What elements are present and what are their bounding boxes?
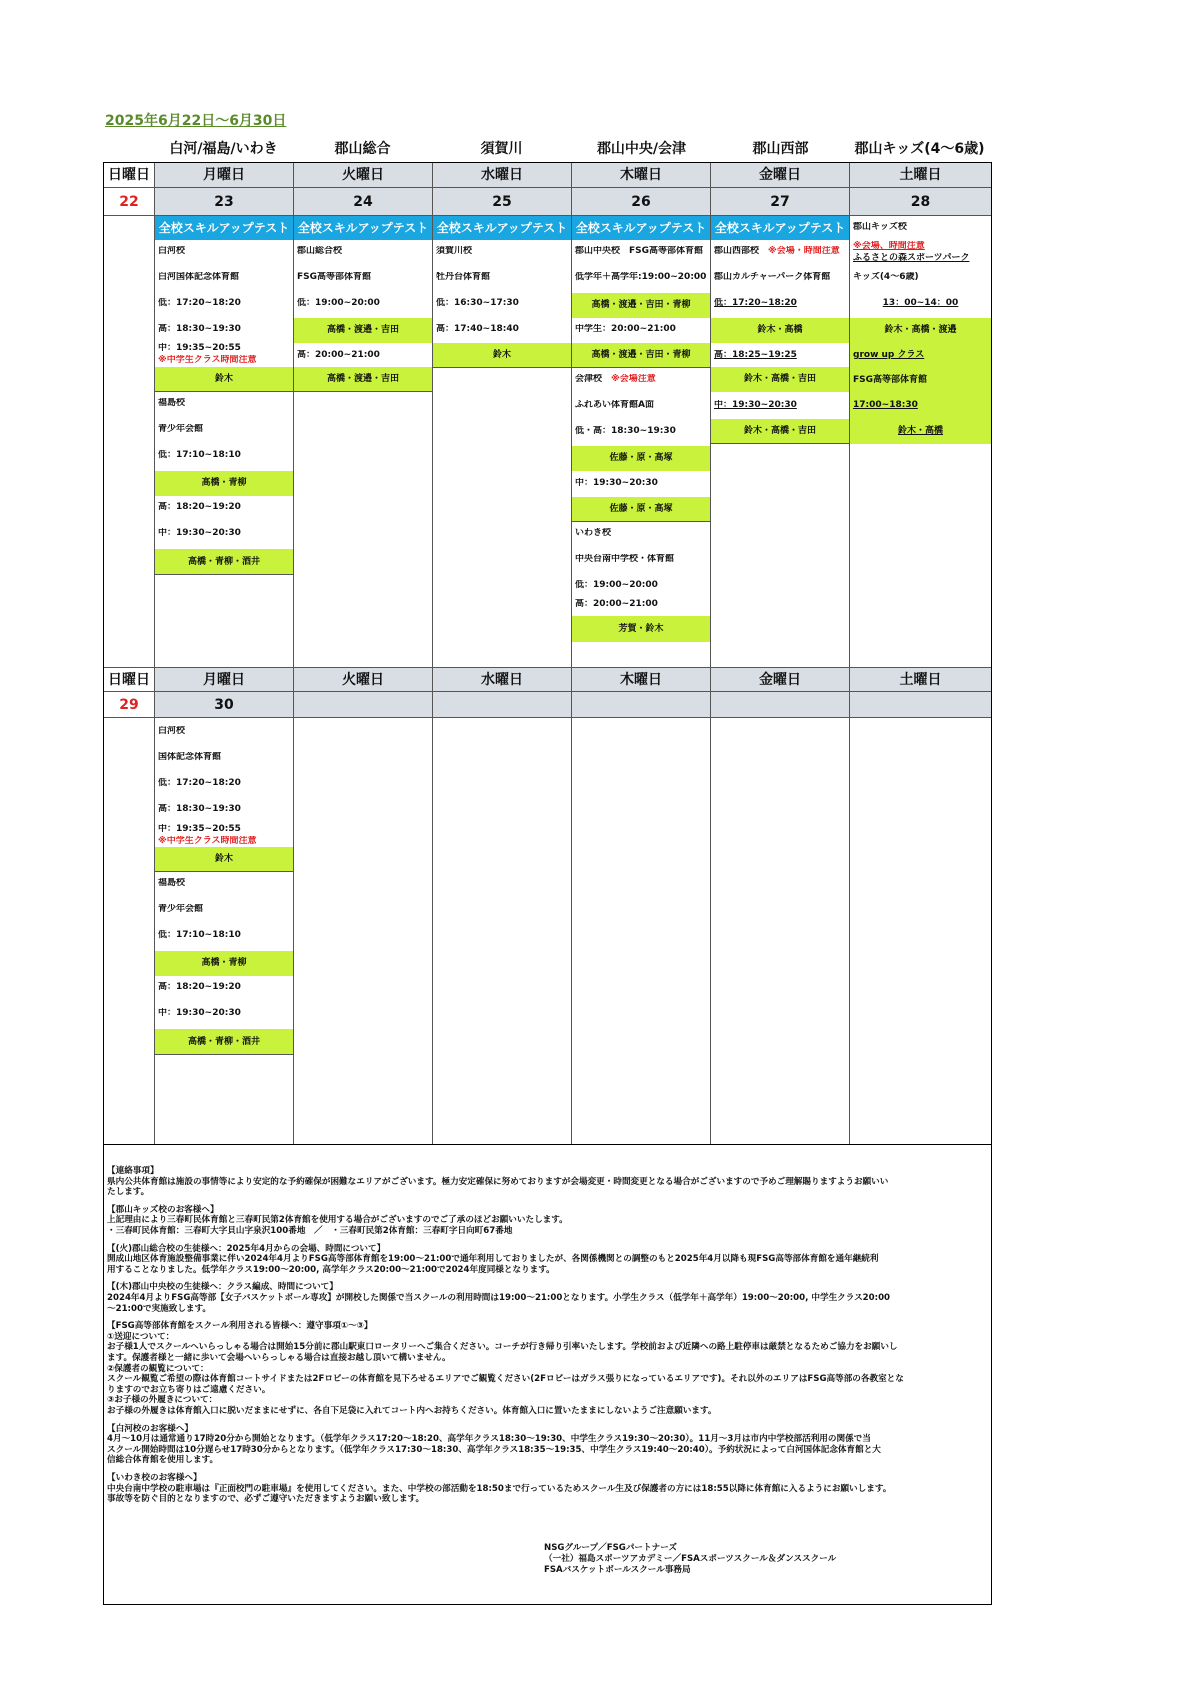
school-name: 須賀川校 [436, 246, 473, 256]
signature-line: （一社）福島スポーツアカデミー／FSAスポーツスクール＆ダンススクール [544, 1554, 837, 1564]
school-name: 福島校 [158, 398, 186, 408]
class-time: 低：17:20~18:20 [158, 778, 241, 788]
venue-name: 青少年会館 [158, 424, 204, 434]
notice-line: 【白河校のお客様へ】 [107, 1423, 193, 1434]
notice-line: 2024年4月よりFSG高等部【女子バスケットボール専攻】が開校した関係で当スクールの利用時間は19:00～21:00となります。小学生クラス（低学年＋高学年）19:00～20:00, 中学生クラス20:00 [107, 1293, 891, 1303]
class-time: 中：19:30~20:30 [158, 528, 241, 538]
skillup-banner: 全校スキルアップテスト [294, 216, 432, 240]
class-time: 低：16:30~17:30 [436, 298, 519, 308]
coach-names: 芳賀・鈴木 [572, 616, 710, 642]
class-time: 13：00~14：00 [882, 298, 959, 308]
date-cell: 24 [294, 188, 433, 216]
coach-names: 高橋・渡邉・吉田 [294, 367, 432, 392]
school-name [572, 374, 710, 385]
class-time: 高：18:30~19:30 [158, 804, 241, 814]
notice-line: 4月～10月は通常通り17時20分から開始となります。（低学年クラス17:20～18:20、高学年クラス18:30～19:30、中学生クラス19:30～20:30）。11月～3月は市内中学校部活利用の関係で当 [107, 1434, 871, 1445]
coach-names: 高橋・渡邉・吉田・青柳 [572, 343, 710, 368]
notice-line: 【郡山キッズ校のお客様へ】 [107, 1204, 219, 1215]
time-notice: ※中学生クラス時間注意 [158, 355, 257, 365]
venue-name: 中央台南中学校・体育館 [575, 554, 675, 564]
weekday-header: 金曜日 [711, 163, 850, 188]
date-cell: 29 [104, 692, 155, 718]
date-cell: 25 [433, 188, 572, 216]
venue-notice: ※会場・時間注意 [768, 246, 840, 256]
class-time: 低：19:00~20:00 [575, 580, 658, 590]
date-cell [294, 692, 433, 718]
class-name: キッズ(4～6歳) [853, 272, 919, 282]
notice-line: 上記理由により三春町民体育館と三春町民第2体育館を使用する場合がございますのでご了承のほどお願いいたします。 [107, 1215, 568, 1226]
notice-line: ・三春町民体育館：三春町大字貝山字泉沢100番地 ／ ・三春町民第2体育館：三春町字日向町67番地 [107, 1226, 513, 1236]
notice-line: ①送迎について： [107, 1331, 175, 1342]
location-label: 白河/福島/いわき [169, 141, 278, 157]
venue-name: 郡山カルチャーパーク体育館 [714, 272, 831, 282]
date-cell: 28 [850, 188, 991, 216]
tuesday-week2 [294, 718, 433, 1144]
coach-names: 高橋・青柳 [155, 951, 293, 976]
signature-line: NSGグループ／FSGパートナーズ [544, 1543, 677, 1553]
date-cell [433, 692, 572, 718]
venue-notice: ※会場注意 [611, 374, 656, 384]
notice-line: 【(木)郡山中央校の生徒様へ：クラス編成、時間について】 [107, 1282, 338, 1293]
location-label: 須賀川 [480, 141, 523, 157]
class-time: 低：17:10~18:10 [158, 930, 241, 940]
class-time: 高：20:00~21:00 [575, 599, 658, 609]
class-time: 低：17:10~18:10 [158, 450, 241, 460]
thursday-week2 [572, 718, 711, 1144]
coach-names: 高橋・青柳・酒井 [155, 1029, 293, 1055]
class-time: 高：20:00~21:00 [297, 350, 380, 360]
venue-name: ふれあい体育館A面 [575, 400, 654, 410]
coach-names: 高橋・渡邉・吉田 [294, 318, 432, 343]
class-time: 17:00~18:30 [850, 393, 991, 418]
weekday-header: 木曜日 [572, 163, 711, 188]
notice-line: 中央台南中学校の駐車場は『正面校門の駐車場』を使用してください。また、中学校の部活動を18:50まで行っているためスクール生及び保護者の方には18:55以降に体育館に入るようにお願いします。 [107, 1483, 892, 1494]
date-cell [711, 692, 850, 718]
weekday-header: 日曜日 [104, 668, 155, 692]
class-time: 高：18:30~19:30 [158, 324, 241, 334]
school-name: 白河校 [158, 726, 186, 736]
notice-line: 【FSG高等部体育館をスクール利用される皆様へ：遵守事項①～③】 [107, 1321, 373, 1332]
school-name: 白河校 [158, 246, 186, 256]
notice-line: 【連絡事項】 [107, 1166, 159, 1176]
sunday-cell [104, 216, 155, 668]
coach-names: 高橋・青柳・酒井 [155, 549, 293, 575]
coach-names: 鈴木・高橋・吉田 [711, 419, 849, 444]
location-label: 郡山中央/会津 [596, 141, 687, 157]
schedule-grid [103, 162, 992, 1145]
class-time: 中：19:30~20:30 [714, 400, 797, 410]
coach-names: 鈴木・高橋・吉田 [711, 367, 849, 392]
thursday-week1 [572, 216, 711, 668]
school-name: 郡山キッズ校 [853, 222, 907, 232]
weekday-header: 火曜日 [294, 163, 433, 188]
weekday-header: 月曜日 [155, 668, 294, 692]
time-notice: ※中学生クラス時間注意 [158, 836, 257, 846]
coach-names: 佐藤・原・高塚 [572, 446, 710, 471]
notice-line: 開成山地区体育施設整備事業に伴い2024年4月よりFSG高等部体育館を19:00～21:00で通年利用しておりましたが、各関係機関との調整のもと2025年4月以降も現FSG高等部体育館を通年継続利 [107, 1254, 879, 1265]
date-cell: 26 [572, 188, 711, 216]
weekday-header: 日曜日 [104, 163, 155, 188]
school-label: 会津校 [575, 374, 603, 384]
class-time: 低・高：18:30~19:30 [575, 426, 676, 436]
school-name: いわき校 [575, 528, 612, 538]
skillup-banner: 全校スキルアップテスト [155, 216, 293, 240]
notice-line: 信総合体育館を使用します。 [107, 1455, 219, 1466]
weekday-header: 水曜日 [433, 668, 572, 692]
skillup-banner: 全校スキルアップテスト [711, 216, 849, 240]
skillup-banner: 全校スキルアップテスト [572, 216, 710, 240]
weekday-header: 土曜日 [850, 668, 991, 692]
venue-name: 牡丹台体育館 [436, 272, 491, 282]
location-label: 郡山キッズ(4～6歳) [854, 141, 985, 157]
friday-week1 [711, 216, 850, 668]
location-label: 郡山総合 [334, 141, 391, 157]
school-name: 郡山総合校 [297, 246, 343, 256]
date-cell: 23 [155, 188, 294, 216]
coach-names: 鈴木 [155, 367, 293, 392]
notice-line: 用することなりました。低学年クラス19:00～20:00, 高学年クラス20:00～21:00で2024年度同様となります。 [107, 1264, 555, 1275]
notice-line: お子様の外履きは体育館入口に脱いだままにせずに、各自下足袋に入れてコート内へお持ちください。体育館入口に置いたままにしないようご注意願います。 [107, 1406, 717, 1416]
wednesday-week2 [433, 718, 572, 1144]
date-cell [850, 692, 991, 718]
weekday-header: 土曜日 [850, 163, 991, 188]
notice-line: ③お子様の外履きについて： [107, 1395, 218, 1406]
class-time: 中：19:30~20:30 [575, 478, 658, 488]
venue-name: FSG高等部体育館 [297, 272, 372, 282]
class-time: 低学年＋高学年:19:00~20:00 [575, 272, 707, 282]
saturday-week1 [850, 216, 991, 668]
weekday-header: 月曜日 [155, 163, 294, 188]
weekday-header: 水曜日 [433, 163, 572, 188]
monday-week1 [155, 216, 294, 668]
venue-name: 国体記念体育館 [158, 752, 222, 762]
weekday-header: 金曜日 [711, 668, 850, 692]
notice-line: スクール開始時間は10分遅らせ17時30分からとなります。（低学年クラス17:30～18:30、高学年クラス18:35～19:35、中学生クラス19:40～20:40）。予約状況によって白河国体記念体育館と大 [107, 1444, 881, 1455]
notice-line: りますのでお立ち寄りはご遠慮ください。 [107, 1384, 271, 1395]
signature-line: FSAバスケットボールスクール事務局 [544, 1565, 691, 1575]
date-cell: 22 [104, 188, 155, 216]
coach-names: 鈴木 [433, 343, 571, 368]
notice-line: ②保護者の観覧について： [107, 1363, 209, 1374]
venue-name: ふるさとの森スポーツパーク [853, 253, 970, 263]
class-time: 低：19:00~20:00 [297, 298, 380, 308]
class-time: 中：19:35~20:55 [158, 343, 241, 353]
notice-line: ます。保護者様と一緒に歩いて会場へいらっしゃる場合は直接お越し頂いて構いません。 [107, 1353, 451, 1363]
date-cell: 30 [155, 692, 294, 718]
school-name: 福島校 [158, 878, 186, 888]
page-title: 2025年6月22日～6月30日 [105, 113, 287, 129]
monday-week2 [155, 718, 294, 1144]
class-time: 高：18:20~19:20 [158, 502, 241, 512]
class-time: 低：17:20~18:20 [158, 298, 241, 308]
coach-names: 高橋・渡邉・吉田・青柳 [572, 293, 710, 318]
notice-line: お子様1人でスクールへいらっしゃる場合は開始15分前に郡山駅東口ロータリーへご集合ください。コーチが行き帰り引率いたします。学校前および近隣への路上駐停車は厳禁となるためご協力をお願いし [107, 1342, 898, 1353]
notice-line: 【いわき校のお客様へ】 [107, 1473, 202, 1483]
class-time: 高：18:20~19:20 [158, 982, 241, 992]
class-name: grow up クラス [850, 343, 991, 368]
date-cell [572, 692, 711, 718]
notices-section [103, 1145, 992, 1605]
coach-names: 高橋・青柳 [155, 471, 293, 496]
notice-line: ～21:00で実施致します。 [107, 1303, 212, 1314]
weekday-header: 火曜日 [294, 668, 433, 692]
skillup-banner: 全校スキルアップテスト [433, 216, 571, 240]
venue-name: FSG高等部体育館 [850, 368, 991, 393]
date-cell: 27 [711, 188, 850, 216]
wednesday-week1 [433, 216, 572, 668]
notice-line: たします。 [107, 1187, 150, 1198]
class-time: 高：17:40~18:40 [436, 324, 519, 334]
venue-name: 白河国体記念体育館 [158, 272, 240, 282]
class-time: 中：19:30~20:30 [158, 1008, 241, 1018]
school-name: 郡山中央校 FSG高等部体育館 [575, 246, 704, 256]
friday-week2 [711, 718, 850, 1144]
coach-names: 鈴木・高橋・渡邉 [850, 318, 991, 343]
location-label: 郡山西部 [752, 141, 809, 157]
notice-line: 県内公共体育館は施設の事情等により安定的な予約確保が困難なエリアがございます。極力安定確保に努めておりますが会場変更・時間変更となる場合がございますので予めご理解賜りますようお願いい [107, 1176, 889, 1187]
class-time: 低：17:20~18:20 [714, 298, 797, 308]
coach-names: 鈴木・高橋 [711, 318, 849, 343]
school-name [711, 246, 849, 257]
coach-names: 鈴木・高橋 [850, 418, 991, 444]
venue-notice: ※会場、時間注意 [853, 241, 925, 251]
school-label: 郡山西部校 [714, 246, 760, 256]
class-time: 中学生：20:00~21:00 [575, 324, 676, 334]
class-time: 高：18:25~19:25 [714, 350, 797, 360]
coach-names: 佐藤・原・高塚 [572, 497, 710, 522]
class-time: 中：19:35~20:55 [158, 824, 241, 834]
notice-line: 【(火)郡山総合校の生徒様へ：2025年4月からの会場、時間について】 [107, 1243, 386, 1254]
notice-line: スクール観覧ご希望の際は体育館コートサイドまたは2Fロビーの体育館を見下ろせるエリアでご観覧ください(2Fロビーはガラス張りになっているエリアです)。それ以外のエリアはFSG高等部の各教室とな [107, 1374, 904, 1385]
weekday-header: 木曜日 [572, 668, 711, 692]
notice-line: 事故等を防ぐ目的となりますので、必ずご遵守いただきますようお願い致します。 [107, 1494, 425, 1505]
venue-name: 青少年会館 [158, 904, 204, 914]
sunday-cell [104, 718, 155, 1144]
tuesday-week1 [294, 216, 433, 668]
saturday-week2 [850, 718, 991, 1144]
coach-names: 鈴木 [155, 847, 293, 872]
